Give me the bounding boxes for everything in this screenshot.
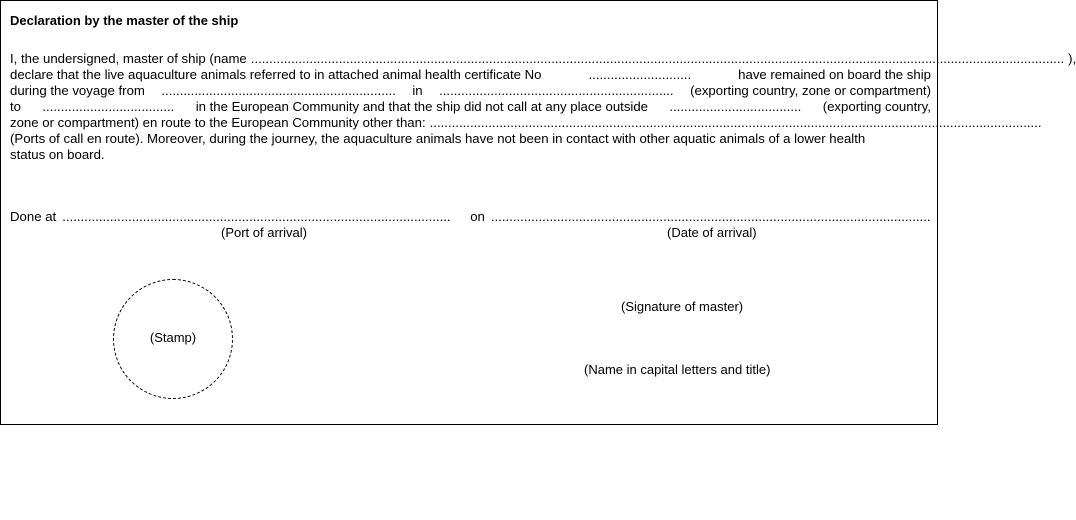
paragraph-line xyxy=(10,83,931,99)
port-of-arrival-label: (Port of arrival) xyxy=(221,225,307,240)
stamp-label: (Stamp) xyxy=(149,330,197,345)
fill-in-ship-name: .............................................................................................................................................................................................................................. xyxy=(250,51,1065,66)
text-run: (exporting country, zone or compartment) xyxy=(690,83,931,98)
text-run: in the European Community and that the ship did not call at any place outside xyxy=(195,99,649,114)
fill-in-voyage-in: ................................................................ xyxy=(439,83,674,98)
declaration-paragraph xyxy=(10,51,1076,163)
paragraph-line xyxy=(10,115,1042,131)
text-run: declare that the live aquaculture animals referred to in attached animal health certificate No xyxy=(10,67,542,82)
text-run: have remained on board the ship xyxy=(738,67,931,82)
text-run: (exporting country, xyxy=(822,99,931,114)
form-title: Declaration by the master of the ship xyxy=(10,13,239,28)
fill-in-outside: .................................... xyxy=(669,99,802,114)
text-run: to xyxy=(10,99,21,114)
fill-in-ports: ....................................................................................................................................................................... xyxy=(429,115,1042,130)
done-at-line xyxy=(10,209,931,224)
signature-label: (Signature of master) xyxy=(621,299,744,314)
text-run: status on board. xyxy=(10,147,105,162)
date-dots: ........................................................................................................................ xyxy=(490,209,931,224)
paragraph-line xyxy=(10,67,931,83)
paragraph-line xyxy=(10,99,931,115)
port-dots: .......................................................................................................... xyxy=(62,209,451,224)
text-run: during the voyage from xyxy=(10,83,145,98)
done-at-label: Done at xyxy=(10,209,57,224)
text-run: ), xyxy=(1068,51,1076,66)
fill-in-voyage-from: ................................................................ xyxy=(161,83,396,98)
date-of-arrival-label: (Date of arrival) xyxy=(667,225,757,240)
paragraph-line xyxy=(10,131,931,147)
paragraph-line xyxy=(10,147,931,163)
on-label: on xyxy=(470,209,485,224)
name-title-label: (Name in capital letters and title) xyxy=(584,362,771,377)
text-run: (Ports of call en route). Moreover, during the journey, the aquaculture animals have not been in contact with other aquatic animals of a lower health xyxy=(10,131,866,146)
fill-in-to: .................................... xyxy=(42,99,175,114)
text-run: I, the undersigned, master of ship (name xyxy=(10,51,247,66)
fill-in-certificate-no: ............................ xyxy=(588,67,692,82)
text-run: in xyxy=(412,83,423,98)
text-run: zone or compartment) en route to the European Community other than: xyxy=(10,115,426,130)
stamp-circle xyxy=(113,279,233,399)
paragraph-line xyxy=(10,51,1076,67)
